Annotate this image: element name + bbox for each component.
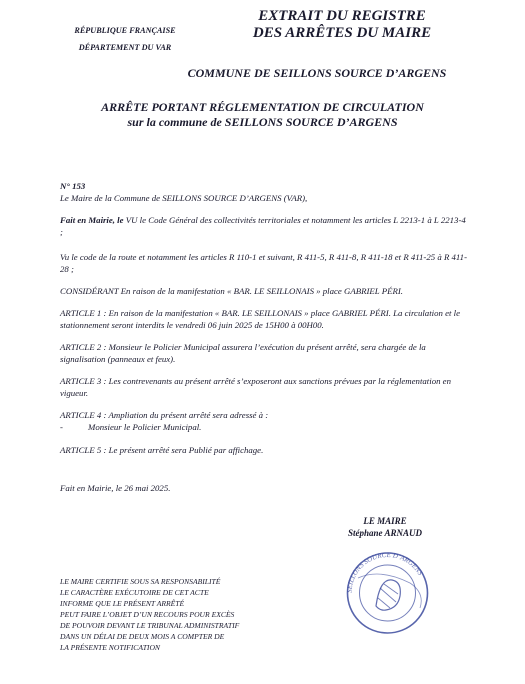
commune-title: COMMUNE DE SEILLONS SOURCE D’ARGENS xyxy=(187,66,447,80)
article-3: ARTICLE 3 : Les contrevenants au présent arrêté s’exposeront aux sanctions prévues par la réglementation en vigueur. xyxy=(60,376,451,398)
svg-text:SEILLONS SOURCE D’ARGENS xyxy=(345,551,424,593)
cert-line: LA PRÉSENTE NOTIFICATION xyxy=(60,643,160,652)
cert-line: LE CARACTÈRE EXÉCUTOIRE DE CET ACTE xyxy=(60,588,209,597)
extrait-line1: EXTRAIT DU REGISTRE xyxy=(258,8,426,24)
signature-block xyxy=(330,515,440,539)
vu-cgct-text: VU le Code Général des collectivités territoriales et notamment les articles L 2213-1 à L 2213-4 ; xyxy=(60,215,466,237)
title-line2: sur la commune de SEILLONS SOURCE D’ARGENS xyxy=(127,115,398,129)
header-left xyxy=(60,22,190,56)
document-title xyxy=(60,100,465,130)
mayor-stamp xyxy=(340,548,435,638)
article-4-item: Monsieur le Policier Municipal. xyxy=(88,422,202,432)
article-4 xyxy=(60,409,470,433)
article-5: ARTICLE 5 : Le présent arrêté sera Publié par affichage. xyxy=(60,445,264,455)
article-4-text: ARTICLE 4 : Ampliation du présent arrêté sera adressé à : xyxy=(60,410,269,420)
title-line1: ARRÊTE PORTANT RÉGLEMENTATION DE CIRCULATION xyxy=(101,100,424,114)
arrete-number: N° 153 xyxy=(60,181,86,191)
article-1: ARTICLE 1 : En raison de la manifestation « BAR. LE SEILLONAIS » place GABRIEL PÉRI. La circulation et le stationnement seront interdits le vendredi 06 juin 2025 de 15H00 à 00H00. xyxy=(60,308,460,330)
vu-cgct-paragraph xyxy=(60,214,470,238)
numero-block xyxy=(60,180,470,204)
fait-date: Fait en Mairie, le 26 mai 2025. xyxy=(60,483,171,493)
signature-name: Stéphane ARNAUD xyxy=(348,528,422,538)
cert-line: PEUT FAIRE L’OBJET D’UN RECOURS POUR EXCÈS xyxy=(60,610,235,619)
considerant-paragraph: CONSIDÉRANT En raison de la manifestation « BAR. LE SEILLONAIS » place GABRIEL PÉRI. xyxy=(60,286,403,296)
certification-block xyxy=(60,576,320,653)
article-2: ARTICLE 2 : Monsieur le Policier Municipal assurera l’exécution du présent arrêté, sera chargée de la signalisation (panneaux et feux). xyxy=(60,342,426,364)
fait-label: Fait en Mairie, le xyxy=(60,215,124,225)
cert-line: INFORME QUE LE PRÉSENT ARRÊTÉ xyxy=(60,599,185,608)
cert-line: LE MAIRE CERTIFIE SOUS SA RESPONSABILITÉ xyxy=(60,577,221,586)
maire-intro: Le Maire de la Commune de SEILLONS SOURCE D’ARGENS (VAR), xyxy=(60,193,308,203)
republique-label: RÉPUBLIQUE FRANÇAISE xyxy=(74,26,176,35)
extrait-line2: DES ARRÊTES DU MAIRE xyxy=(252,25,432,41)
header-right xyxy=(232,8,452,42)
stamp-text: SEILLONS SOURCE D’ARGENS xyxy=(345,550,425,594)
cert-line: DE POUVOIR DEVANT LE TRIBUNAL ADMINISTRATIF xyxy=(60,621,240,630)
cert-line: DANS UN DÉLAI DE DEUX MOIS A COMPTER DE xyxy=(60,632,225,641)
article-4-dash: - xyxy=(60,422,63,432)
signature-role: LE MAIRE xyxy=(363,516,407,526)
departement-label: DÉPARTEMENT DU VAR xyxy=(78,43,172,52)
vu-code-paragraph: Vu le code de la route et notamment les articles R 110-1 et suivant, R 411-5, R 411-8, R 411-18 et R 411-25 à R 411-28 ; xyxy=(60,252,468,274)
